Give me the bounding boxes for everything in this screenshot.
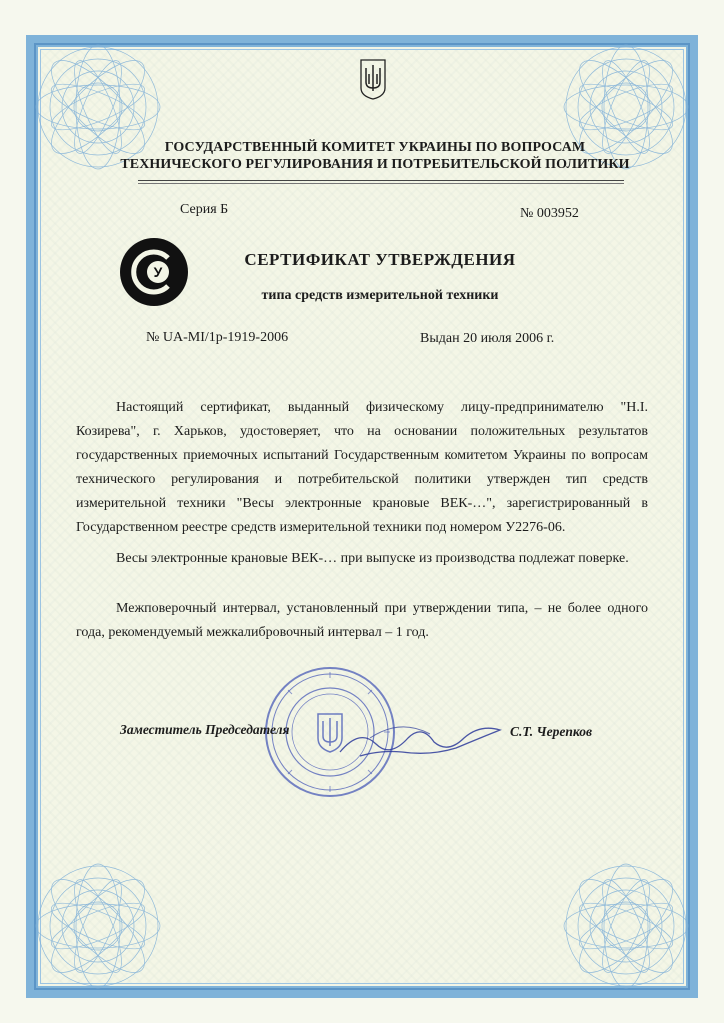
body-paragraph-2: Весы электронные крановые ВЕК-… при выпуске из производства подлежат поверке. [116, 551, 629, 566]
registration-number: № UA-MI/1р-1919-2006 [146, 330, 289, 345]
certificate-subtitle: типа средств измерительной техники [261, 288, 499, 303]
logo-letter: У [153, 264, 163, 280]
conformity-mark-icon [118, 236, 190, 308]
signatory-position: Заместитель Председателя [120, 722, 290, 737]
corner-ornament-icon [556, 856, 696, 996]
handwritten-signature-icon [330, 708, 510, 768]
committee-name-line-2: ТЕХНИЧЕСКОГО РЕГУЛИРОВАНИЯ И ПОТРЕБИТЕЛЬСКОЙ ПОЛИТИКИ [120, 157, 630, 172]
committee-name-line-1: ГОСУДАРСТВЕННЫЙ КОМИТЕТ УКРАИНЫ ПО ВОПРОСАМ [164, 140, 586, 155]
header-divider [138, 183, 624, 184]
corner-ornament-icon [556, 37, 696, 177]
issue-date: Выдан 20 июля 2006 г. [420, 331, 555, 346]
corner-ornament-icon [28, 37, 168, 177]
corner-ornament-icon [28, 856, 168, 996]
certificate-title: СЕРТИФИКАТ УТВЕРЖДЕНИЯ [244, 250, 516, 269]
signatory-name: С.Т. Черепков [510, 724, 592, 739]
body-paragraph-1: Настоящий сертификат, выданный физическому лицу-предпринимателю "Н.І. Козирева", г. Харьков, удостоверяет, что на основании положительных результатов государственных приемочных испытаний Государственным комитетом Украины по вопросам технического регулирования и потребительской политики утвержден тип средств измерительной техники "Весы электронные крановые ВЕК-…", зарегистрированный в Государственном реестре средств измерительной техники под номером У2276-06. [76, 400, 648, 535]
body-paragraph-3: Межповерочный интервал, установленный при утверждении типа, – не более одного года, рекомендуемый межкалибровочный интервал – 1 год. [76, 601, 648, 640]
certificate-number: № 003952 [520, 206, 579, 221]
series-label: Серия Б [180, 202, 229, 217]
trident-icon [358, 58, 388, 100]
header-divider [138, 180, 624, 181]
